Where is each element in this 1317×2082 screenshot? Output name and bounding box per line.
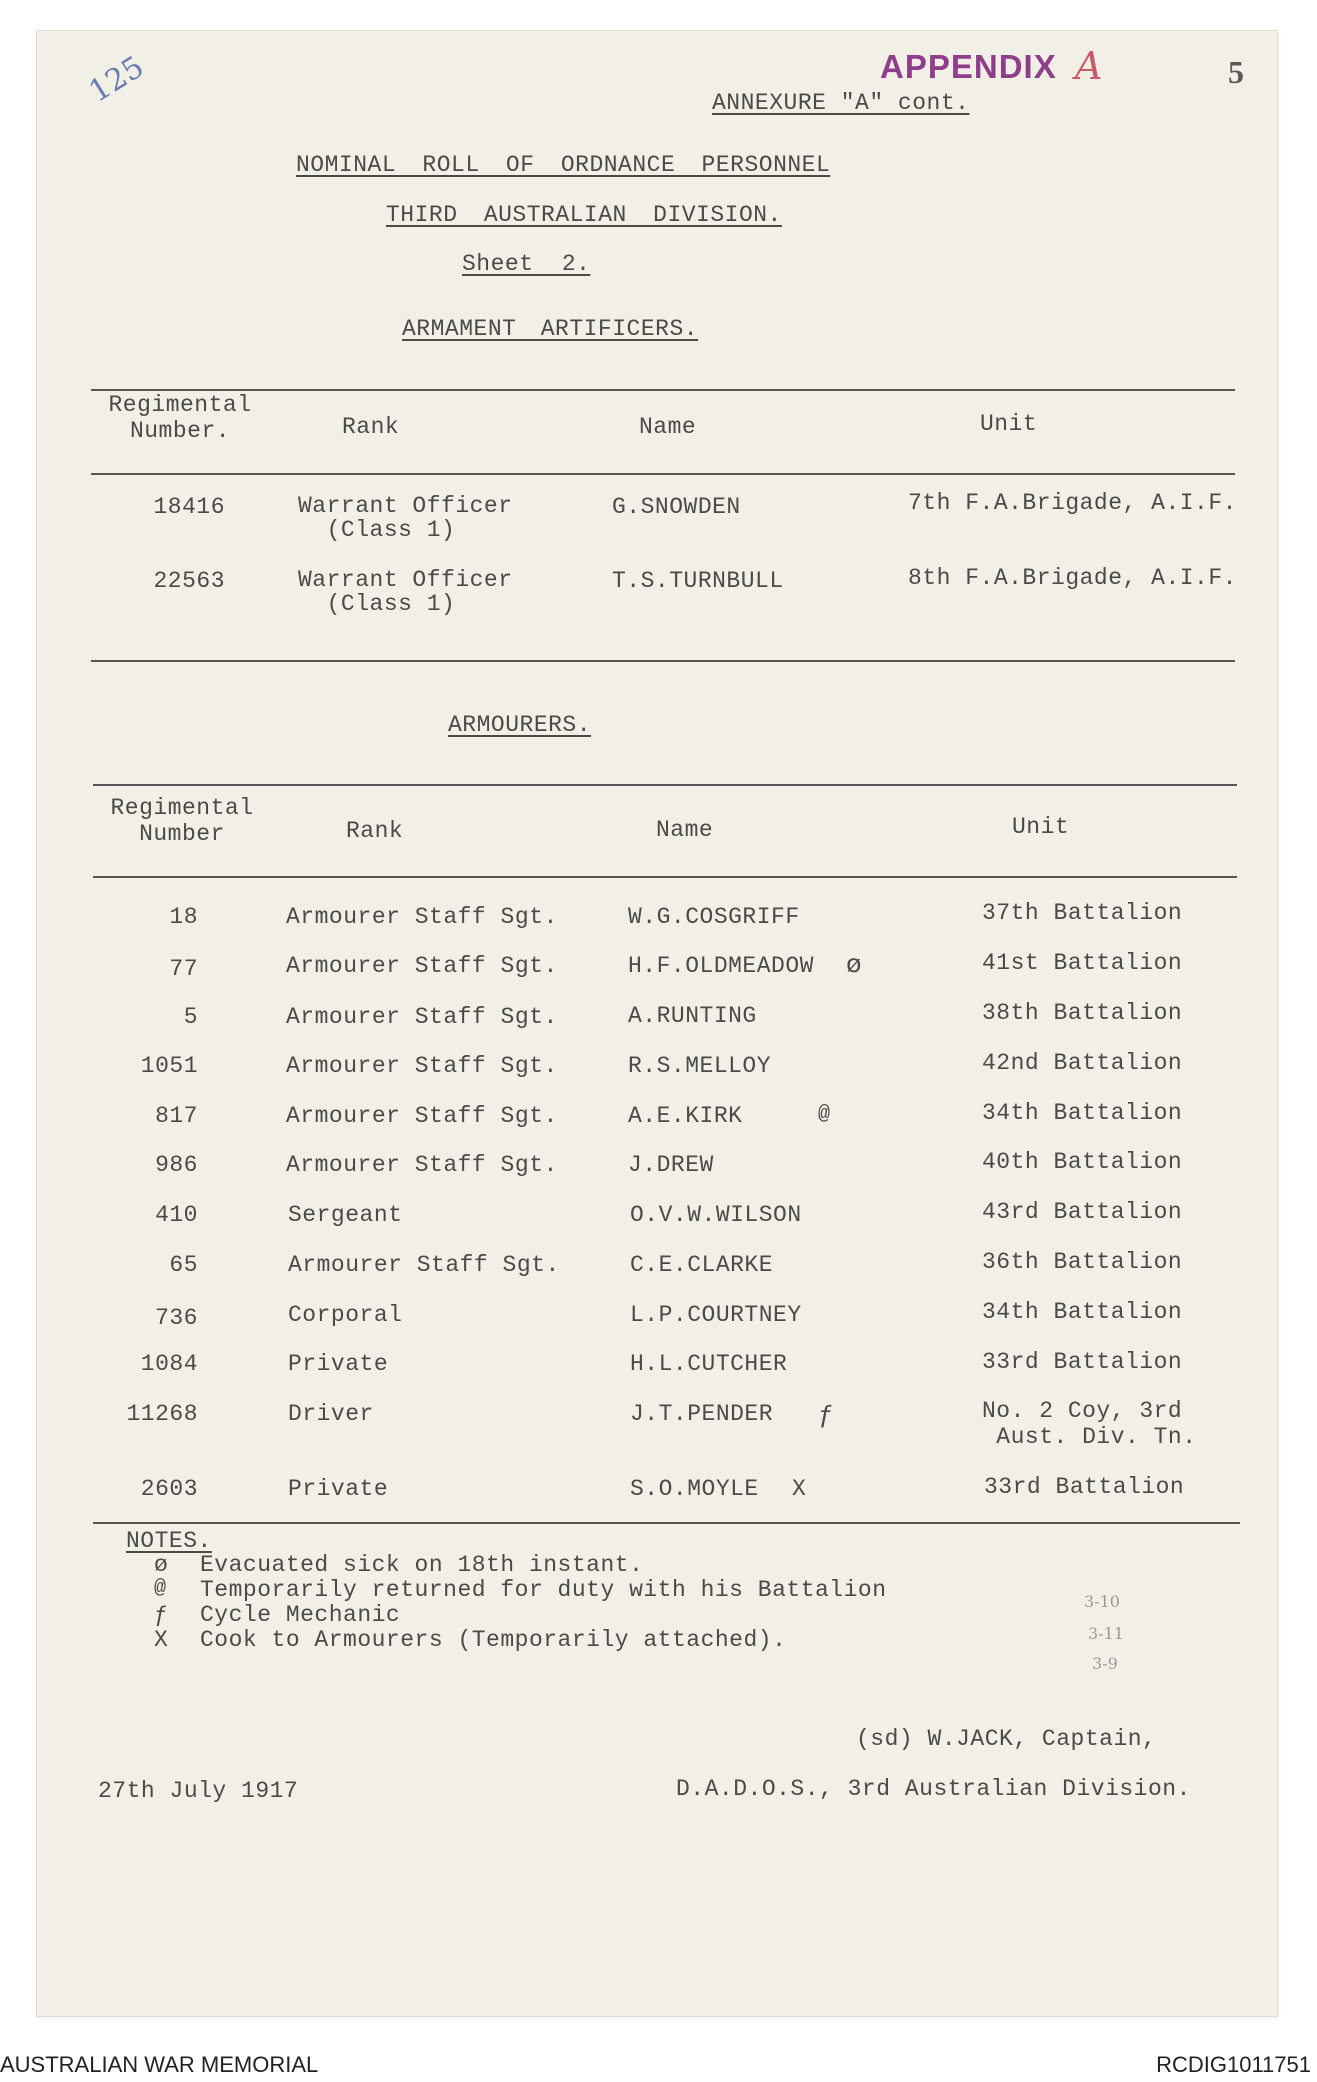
reg-number: 1084 bbox=[140, 1351, 198, 1377]
section-title-armourers: ARMOURERS. bbox=[448, 712, 592, 738]
name: J.T.PENDER bbox=[630, 1401, 774, 1427]
section-title-armament-artificers: ARMAMENT ARTIFICERS. bbox=[402, 316, 699, 342]
name: H.F.OLDMEADOW bbox=[628, 953, 814, 979]
rank: Private bbox=[288, 1351, 389, 1377]
pencil-annotation: 3-9 bbox=[1092, 1654, 1118, 1673]
note-symbol: ƒ bbox=[154, 1602, 169, 1628]
reg-number: 65 bbox=[169, 1252, 198, 1278]
name: R.S.MELLOY bbox=[628, 1053, 772, 1079]
reg-number: 2603 bbox=[140, 1476, 198, 1502]
name: S.O.MOYLE bbox=[630, 1476, 759, 1502]
unit: 40th Battalion bbox=[982, 1149, 1183, 1175]
reg-number: 77 bbox=[169, 956, 198, 982]
name: C.E.CLARKE bbox=[630, 1252, 774, 1278]
document-date: 27th July 1917 bbox=[98, 1778, 299, 1804]
note-mark: @ bbox=[818, 1103, 831, 1126]
table1-header-rank: Rank bbox=[342, 414, 400, 440]
sheet-label: Sheet 2. bbox=[462, 251, 591, 277]
table2-header-reg: Regimental Number bbox=[110, 795, 254, 847]
table2-header-unit: Unit bbox=[1012, 814, 1070, 840]
signature-title: D.A.D.O.S., 3rd Australian Division. bbox=[676, 1776, 1191, 1802]
name: A.RUNTING bbox=[628, 1003, 757, 1029]
unit: 34th Battalion bbox=[982, 1299, 1183, 1325]
rank: Armourer Staff Sgt. bbox=[286, 904, 558, 930]
rank: Armourer Staff Sgt. bbox=[286, 1103, 558, 1129]
table1-header-name: Name bbox=[639, 414, 697, 440]
rank: Warrant Officer (Class 1) bbox=[298, 493, 513, 543]
rank: Armourer Staff Sgt. bbox=[288, 1252, 560, 1278]
note-symbol: X bbox=[154, 1627, 169, 1653]
note-text: Cook to Armourers (Temporarily attached). bbox=[200, 1627, 787, 1653]
appendix-letter-handwritten: A bbox=[1075, 44, 1103, 88]
reg-number: 5 bbox=[183, 1004, 198, 1030]
reg-number: 1051 bbox=[140, 1053, 198, 1079]
name: L.P.COURTNEY bbox=[630, 1302, 802, 1328]
note-mark: X bbox=[792, 1476, 807, 1502]
rank: Armourer Staff Sgt. bbox=[286, 1004, 558, 1030]
name: T.S.TURNBULL bbox=[612, 568, 784, 594]
unit: 33rd Battalion bbox=[984, 1474, 1185, 1500]
rank: Armourer Staff Sgt. bbox=[286, 1053, 558, 1079]
pencil-annotation: 3-10 bbox=[1084, 1592, 1120, 1611]
unit: 38th Battalion bbox=[982, 1000, 1183, 1026]
footer-institution: AUSTRALIAN WAR MEMORIAL bbox=[0, 2052, 319, 2077]
sheet-number: 5 bbox=[1228, 54, 1244, 90]
reg-number: 817 bbox=[155, 1103, 198, 1129]
notes-title: NOTES. bbox=[126, 1528, 212, 1554]
division-title: THIRD AUSTRALIAN DIVISION. bbox=[386, 202, 782, 228]
rank: Driver bbox=[288, 1401, 374, 1427]
rank: Private bbox=[288, 1476, 389, 1502]
unit: 34th Battalion bbox=[982, 1100, 1183, 1126]
name: G.SNOWDEN bbox=[612, 494, 741, 520]
rank: Armourer Staff Sgt. bbox=[286, 953, 558, 979]
rank: Sergeant bbox=[288, 1202, 403, 1228]
table1-header-unit: Unit bbox=[980, 411, 1038, 437]
footer-record-id: RCDIG1011751 bbox=[1156, 2052, 1311, 2077]
reg-number: 22563 bbox=[153, 568, 225, 594]
rank: Warrant Officer (Class 1) bbox=[298, 567, 513, 617]
table1-header-rule bbox=[91, 473, 1235, 475]
table2-top-rule bbox=[93, 784, 1237, 786]
note-text: Evacuated sick on 18th instant. bbox=[200, 1552, 644, 1578]
note-mark: ƒ bbox=[818, 1400, 835, 1430]
annexure-label: ANNEXURE "A" cont. bbox=[712, 90, 970, 116]
table1-top-rule bbox=[91, 389, 1235, 391]
table1-bottom-rule bbox=[91, 660, 1235, 662]
reg-number: 736 bbox=[155, 1305, 198, 1331]
reg-number: 410 bbox=[155, 1202, 198, 1228]
note-symbol: ø bbox=[154, 1552, 169, 1578]
reg-number: 18 bbox=[169, 904, 198, 930]
appendix-stamp: APPENDIX bbox=[880, 48, 1057, 85]
unit: 7th F.A.Brigade, A.I.F. bbox=[908, 490, 1237, 516]
pencil-annotation: 3-11 bbox=[1088, 1624, 1124, 1643]
unit: 36th Battalion bbox=[982, 1249, 1183, 1275]
unit: 42nd Battalion bbox=[982, 1050, 1183, 1076]
table2-header-name: Name bbox=[656, 817, 714, 843]
unit: 33rd Battalion bbox=[982, 1349, 1183, 1375]
table1-header-reg: Regimental Number. bbox=[108, 392, 252, 444]
table2-bottom-rule bbox=[93, 1522, 1240, 1524]
note-mark: ø bbox=[846, 950, 863, 980]
unit: 43rd Battalion bbox=[982, 1199, 1183, 1225]
unit: 41st Battalion bbox=[982, 950, 1183, 976]
table2-header-rule bbox=[93, 876, 1237, 878]
reg-number: 11268 bbox=[126, 1401, 198, 1427]
note-text: Cycle Mechanic bbox=[200, 1602, 401, 1628]
reg-number: 18416 bbox=[153, 494, 225, 520]
note-symbol: @ bbox=[154, 1577, 167, 1600]
name: O.V.W.WILSON bbox=[630, 1202, 802, 1228]
rank: Armourer Staff Sgt. bbox=[286, 1152, 558, 1178]
unit: 8th F.A.Brigade, A.I.F. bbox=[908, 565, 1237, 591]
reg-number: 986 bbox=[155, 1152, 198, 1178]
name: W.G.COSGRIFF bbox=[628, 904, 800, 930]
unit: 37th Battalion bbox=[982, 900, 1183, 926]
document-title: NOMINAL ROLL OF ORDNANCE PERSONNEL bbox=[296, 152, 831, 178]
unit: No. 2 Coy, 3rd Aust. Div. Tn. bbox=[982, 1398, 1197, 1450]
handwritten-page-number: 125 bbox=[83, 49, 151, 110]
name: J.DREW bbox=[628, 1152, 714, 1178]
name: H.L.CUTCHER bbox=[630, 1351, 788, 1377]
table2-header-rank: Rank bbox=[346, 818, 404, 844]
name: A.E.KIRK bbox=[628, 1103, 743, 1129]
signature: (sd) W.JACK, Captain, bbox=[856, 1726, 1157, 1752]
note-text: Temporarily returned for duty with his Battalion bbox=[200, 1577, 887, 1603]
rank: Corporal bbox=[288, 1302, 403, 1328]
